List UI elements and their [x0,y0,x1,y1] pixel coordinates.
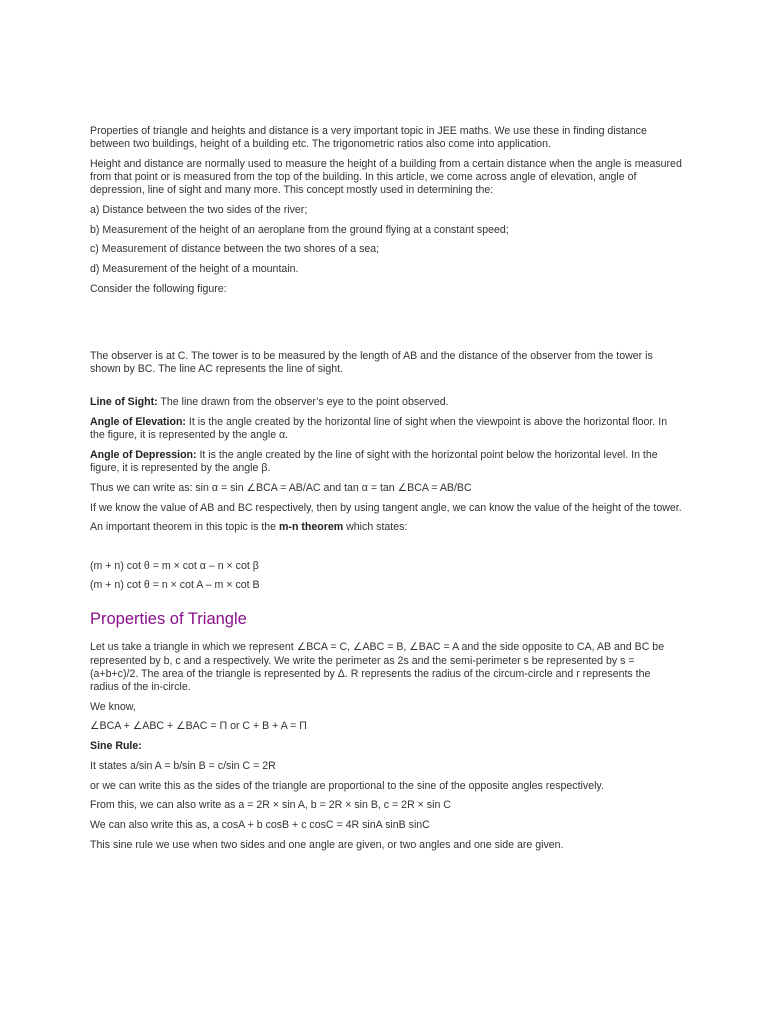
sine-rule: It states a/sin A = b/sin B = c/sin C = 2R [90,759,276,772]
list-item: a) Distance between the two sides of the river; [90,204,308,217]
also-write: From this, we can also write as a = 2R × sin A, b = 2R × sin B, c = 2R × sin C [90,799,451,812]
theorem-post: which states: [343,521,408,534]
definition-elevation [90,416,682,442]
figure-placeholder [90,296,682,350]
definition-text: The line drawn from the observer’s eye to the point observed. [157,396,449,409]
spacer [90,376,682,396]
intro-paragraph-2: Height and distance are normally used to measure the height of a building from a certain distance when the angle is measured from that point or is measured from the top of the building. In this article, we come across angle of elevation, angle of depression, line of sight and many more. This concept mostly used in determining the: [90,157,682,197]
spacer [90,535,682,560]
angle-sum: ∠BCA + ∠ABC + ∠BAC = Π or C + B + A = Π [90,720,307,733]
definition-line-of-sight [90,396,682,409]
term-line-of-sight: Line of Sight: [90,396,158,409]
list-item: b) Measurement of the height of an aeroplane from the ground flying at a constant speed; [90,223,509,236]
usage-note: This sine rule we use when two sides and one angle are given, or two angles and one side are given. [90,838,564,851]
definition-text: It is the angle created by the line of sight with the horizontal point below the horizontal level. In the figure, it is represented by the angle β. [90,449,658,475]
document-body [90,125,682,852]
theorem-pre: An important theorem in this topic is the [90,521,280,534]
we-know: We know, [90,700,136,713]
write-as: Thus we can write as: sin α = sin ∠BCA = AB/AC and tan α = tan ∠BCA = AB/BC [90,481,472,494]
formula: (m + n) cot θ = n × cot A – m × cot B [90,579,260,592]
list-item: d) Measurement of the height of a mountain. [90,263,299,276]
term-elevation: Angle of Elevation: [90,416,186,429]
list-item: c) Measurement of distance between the two shores of a sea; [90,243,380,256]
theorem-intro [90,521,682,534]
sine-rule-title: Sine Rule: [90,740,142,753]
definition-text: It is the angle created by the horizontal line of sight when the viewpoint is above the horizontal floor. In the figure, it is represented by the angle α. [90,416,668,442]
section-heading: Properties of Triangle [90,610,247,629]
cos-form: We can also write this as, a cosA + b cosB + c cosC = 4R sinA sinB sinC [90,819,430,831]
formula: (m + n) cot θ = m × cot α – n × cot β [90,559,259,572]
figure-intro: Consider the following figure: [90,282,227,295]
observer-paragraph: The observer is at C. The tower is to be measured by the length of AB and the distance of the observer from the tower is shown by BC. The line AC represents the line of sight. [90,350,653,376]
proportional-note: or we can write this as the sides of the triangle are proportional to the sine of the opposite angles respectively. [90,779,604,792]
intro-paragraph: Properties of triangle and heights and distance is a very important topic in JEE maths. We use these in finding distance between two buildings, height of a building etc. The trigonometric ratios also come into application. [90,125,647,151]
theorem-name: m-n theorem [279,521,344,534]
definition-depression [90,449,682,475]
sine-rule-label [90,740,682,753]
triangle-paragraph: Let us take a triangle in which we represent ∠BCA = C, ∠ABC = B, ∠BAC = A and the side opposite to CA, AB and BC be represented by b, c and a respectively. We write the perimeter as 2s and the semi-perimeter s be represented by s = (a+b+c)/2. The area of the triangle is represented by Δ. R represents the radius of the circum-circle and r represents the radius of the in-circle. [90,641,665,694]
term-depression: Angle of Depression: [90,449,197,462]
tangent-note: If we know the value of AB and BC respectively, then by using tangent angle, we can know the value of the height of the tower. [90,501,682,514]
